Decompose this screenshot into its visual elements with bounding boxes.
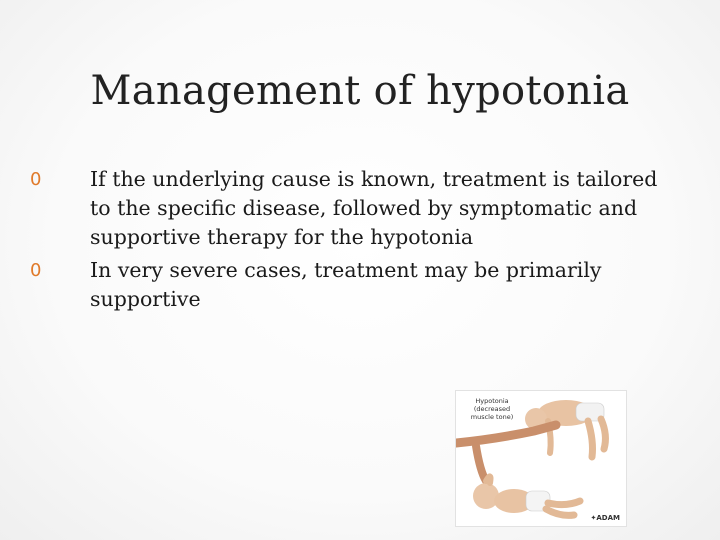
bullet-item xyxy=(30,165,670,252)
adult-arm-shape xyxy=(456,425,556,443)
adam-logo: ✦ADAM xyxy=(590,514,620,522)
lower-infant-shape xyxy=(473,476,580,515)
bullet-item xyxy=(30,256,670,314)
figure-label: Hypotonia (decreased muscle tone) xyxy=(470,397,514,421)
bullet-list xyxy=(30,165,670,318)
bullet-marker: 0 xyxy=(30,260,42,281)
bullet-text: If the underlying cause is known, treatment is tailored to the specific disease, followed by symptomatic and supportive therapy for the hypotonia xyxy=(90,167,658,249)
hypotonia-illustration xyxy=(455,390,627,527)
bullet-marker: 0 xyxy=(30,169,42,190)
infant-illustration xyxy=(456,391,626,526)
slide-title: Management of hypotonia xyxy=(90,68,630,114)
bullet-text: In very severe cases, treatment may be primarily supportive xyxy=(90,258,602,311)
